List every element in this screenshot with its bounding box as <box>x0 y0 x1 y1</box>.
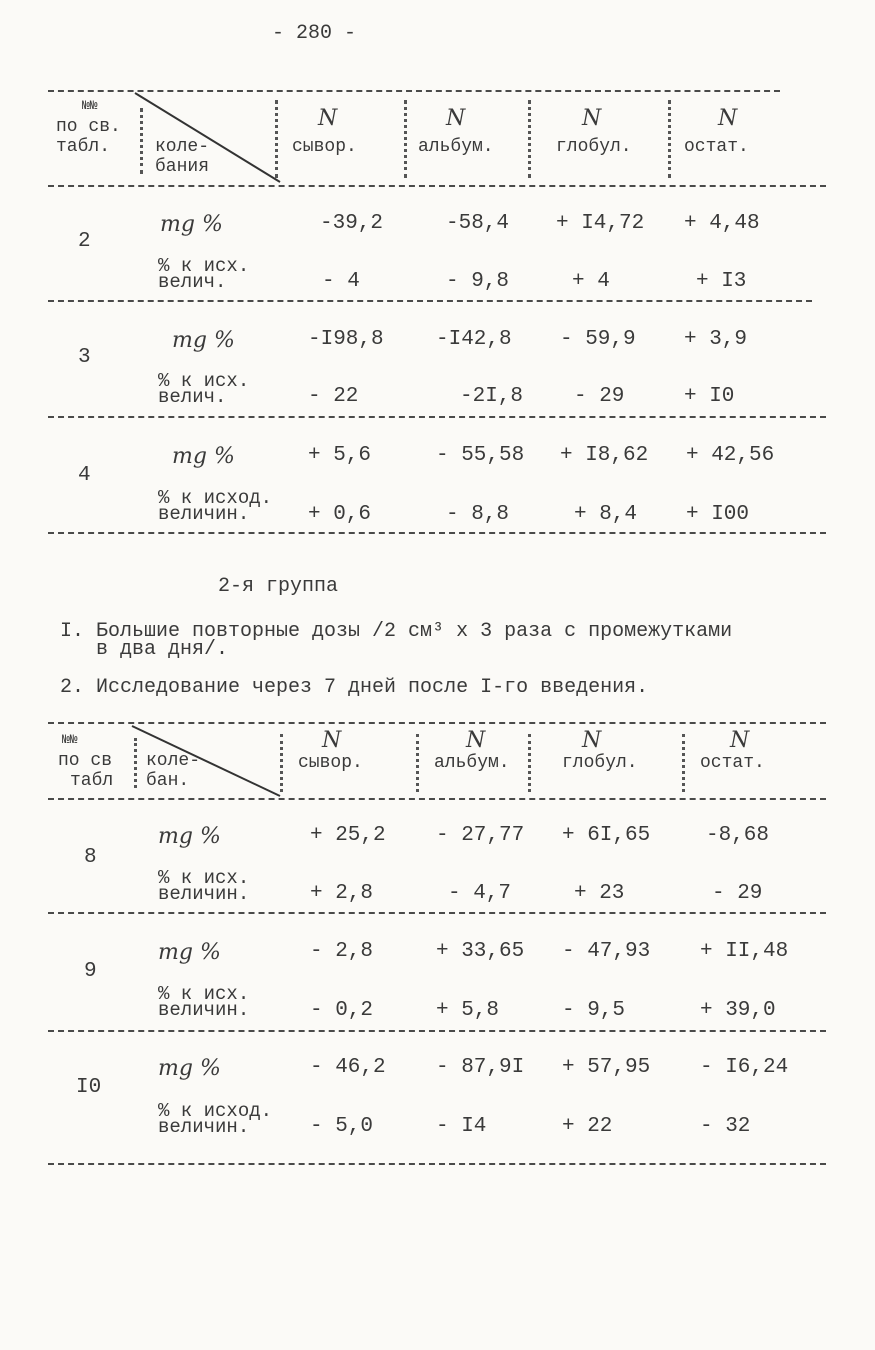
cell-pct-globulin: - 9,5 <box>562 999 626 1022</box>
pct-label-line: % к исход. <box>158 487 273 509</box>
pct-label-line: велич. <box>158 386 227 408</box>
col-header-albumin: альбум. <box>418 137 494 157</box>
cell-pct-globulin: + 8,4 <box>574 503 638 526</box>
cell-mg-albumin: - 27,77 <box>436 824 525 847</box>
unit-label: mg % <box>160 212 223 237</box>
page-number: - 280 - <box>272 22 357 45</box>
cell-mg-residual: + 4,48 <box>684 212 760 235</box>
cell-mg-serum: + 5,6 <box>308 444 372 467</box>
num-header-line: по св <box>58 751 113 771</box>
cell-pct-residual: + I3 <box>696 270 747 293</box>
cell-pct-serum: + 0,6 <box>308 503 372 526</box>
pct-label-line: величин. <box>158 883 250 905</box>
row-number: 3 <box>78 346 91 369</box>
n-symbol: N <box>582 728 602 753</box>
cell-pct-globulin: - 29 <box>574 385 625 408</box>
n-symbol: N <box>730 728 750 753</box>
column-separator <box>682 734 685 792</box>
cell-pct-albumin: - 9,8 <box>446 270 510 293</box>
table-rule <box>48 1030 826 1032</box>
cell-mg-residual: -8,68 <box>706 824 770 847</box>
fluct-header-line: бания <box>155 157 210 177</box>
cell-mg-albumin: - 55,58 <box>436 444 525 467</box>
row-number: 9 <box>84 960 97 983</box>
cell-pct-albumin: - 4,7 <box>448 882 512 905</box>
column-separator <box>280 734 283 792</box>
cell-pct-residual: + I0 <box>684 385 735 408</box>
unit-label: mg % <box>158 940 221 965</box>
num-sign: №№ <box>62 732 78 747</box>
unit-label: mg % <box>172 328 235 353</box>
cell-pct-residual: + 39,0 <box>700 999 776 1022</box>
row-number: 2 <box>78 230 91 253</box>
pct-label-line: велич. <box>158 271 227 293</box>
n-symbol: N <box>718 106 738 131</box>
pct-label-line: % к исх. <box>158 255 250 277</box>
cell-pct-residual: - 29 <box>712 882 763 905</box>
cell-pct-globulin: + 23 <box>574 882 625 905</box>
row-number: I0 <box>76 1076 102 1099</box>
col-header-residual: остат. <box>700 753 765 773</box>
cell-mg-globulin: + I8,62 <box>560 444 649 467</box>
row-number: 8 <box>84 846 97 869</box>
num-header-line: табл <box>70 771 114 791</box>
cell-pct-globulin: + 4 <box>572 270 610 293</box>
item-1-line-1: I. Большие повторные дозы /2 см³ х 3 раза с промежутками <box>60 620 733 643</box>
col-header-serum: сывор. <box>292 137 357 157</box>
cell-pct-serum: - 22 <box>308 385 359 408</box>
table-rule <box>48 1163 826 1165</box>
cell-mg-serum: - 2,8 <box>310 940 374 963</box>
fluct-header-line: бан. <box>146 771 190 791</box>
pct-label-line: % к исх. <box>158 370 250 392</box>
pct-label-line: величин. <box>158 999 250 1021</box>
cell-mg-globulin: - 59,9 <box>560 328 636 351</box>
table-rule <box>48 912 826 914</box>
col-header-serum: сывор. <box>298 753 363 773</box>
cell-pct-serum: - 4 <box>322 270 360 293</box>
cell-pct-globulin: + 22 <box>562 1115 613 1138</box>
pct-label-line: величин. <box>158 503 250 525</box>
cell-mg-serum: + 25,2 <box>310 824 386 847</box>
cell-mg-globulin: - 47,93 <box>562 940 651 963</box>
pct-label-line: % к исх. <box>158 983 250 1005</box>
cell-pct-serum: - 5,0 <box>310 1115 374 1138</box>
n-symbol: N <box>466 728 486 753</box>
cell-pct-serum: + 2,8 <box>310 882 374 905</box>
unit-label: mg % <box>158 1056 221 1081</box>
cell-mg-globulin: + I4,72 <box>556 212 645 235</box>
cell-mg-albumin: + 33,65 <box>436 940 525 963</box>
fluct-header-line: коле- <box>155 137 210 157</box>
item-2: 2. Исследование через 7 дней после I-го введения. <box>60 676 649 699</box>
unit-label: mg % <box>172 444 235 469</box>
cell-pct-albumin: -2I,8 <box>460 385 524 408</box>
col-header-albumin: альбум. <box>434 753 510 773</box>
num-sign: №№ <box>82 98 98 113</box>
col-header-globulin: глобул. <box>556 137 632 157</box>
cell-pct-albumin: + 5,8 <box>436 999 500 1022</box>
row-number: 4 <box>78 464 91 487</box>
cell-pct-albumin: - 8,8 <box>446 503 510 526</box>
col-header-residual: остат. <box>684 137 749 157</box>
pct-label-line: % к исход. <box>158 1100 273 1122</box>
col-header-globulin: глобул. <box>562 753 638 773</box>
cell-pct-serum: - 0,2 <box>310 999 374 1022</box>
n-symbol: N <box>318 106 338 131</box>
group-title: 2-я группа <box>218 575 339 598</box>
cell-mg-globulin: + 6I,65 <box>562 824 651 847</box>
cell-mg-residual: + II,48 <box>700 940 789 963</box>
column-separator <box>416 734 419 792</box>
cell-pct-residual: - 32 <box>700 1115 751 1138</box>
num-header-line: по св. <box>56 117 121 137</box>
n-symbol: N <box>582 106 602 131</box>
cell-mg-albumin: -I42,8 <box>436 328 512 351</box>
column-separator <box>528 734 531 792</box>
cell-mg-residual: + 42,56 <box>686 444 775 467</box>
cell-mg-albumin: -58,4 <box>446 212 510 235</box>
cell-mg-globulin: + 57,95 <box>562 1056 651 1079</box>
cell-mg-serum: - 46,2 <box>310 1056 386 1079</box>
num-header-line: табл. <box>56 137 111 157</box>
n-symbol: N <box>446 106 466 131</box>
cell-mg-serum: -I98,8 <box>308 328 384 351</box>
cell-mg-residual: + 3,9 <box>684 328 748 351</box>
cell-mg-serum: -39,2 <box>320 212 384 235</box>
unit-label: mg % <box>158 824 221 849</box>
item-1-line-2: в два дня/. <box>96 638 229 661</box>
cell-pct-albumin: - I4 <box>436 1115 487 1138</box>
n-symbol: N <box>322 728 342 753</box>
cell-mg-residual: - I6,24 <box>700 1056 789 1079</box>
pct-label-line: величин. <box>158 1116 250 1138</box>
cell-pct-residual: + I00 <box>686 503 750 526</box>
pct-label-line: % к исх. <box>158 867 250 889</box>
fluct-header-line: коле- <box>146 751 201 771</box>
table-rule <box>48 798 826 800</box>
cell-mg-albumin: - 87,9I <box>436 1056 525 1079</box>
